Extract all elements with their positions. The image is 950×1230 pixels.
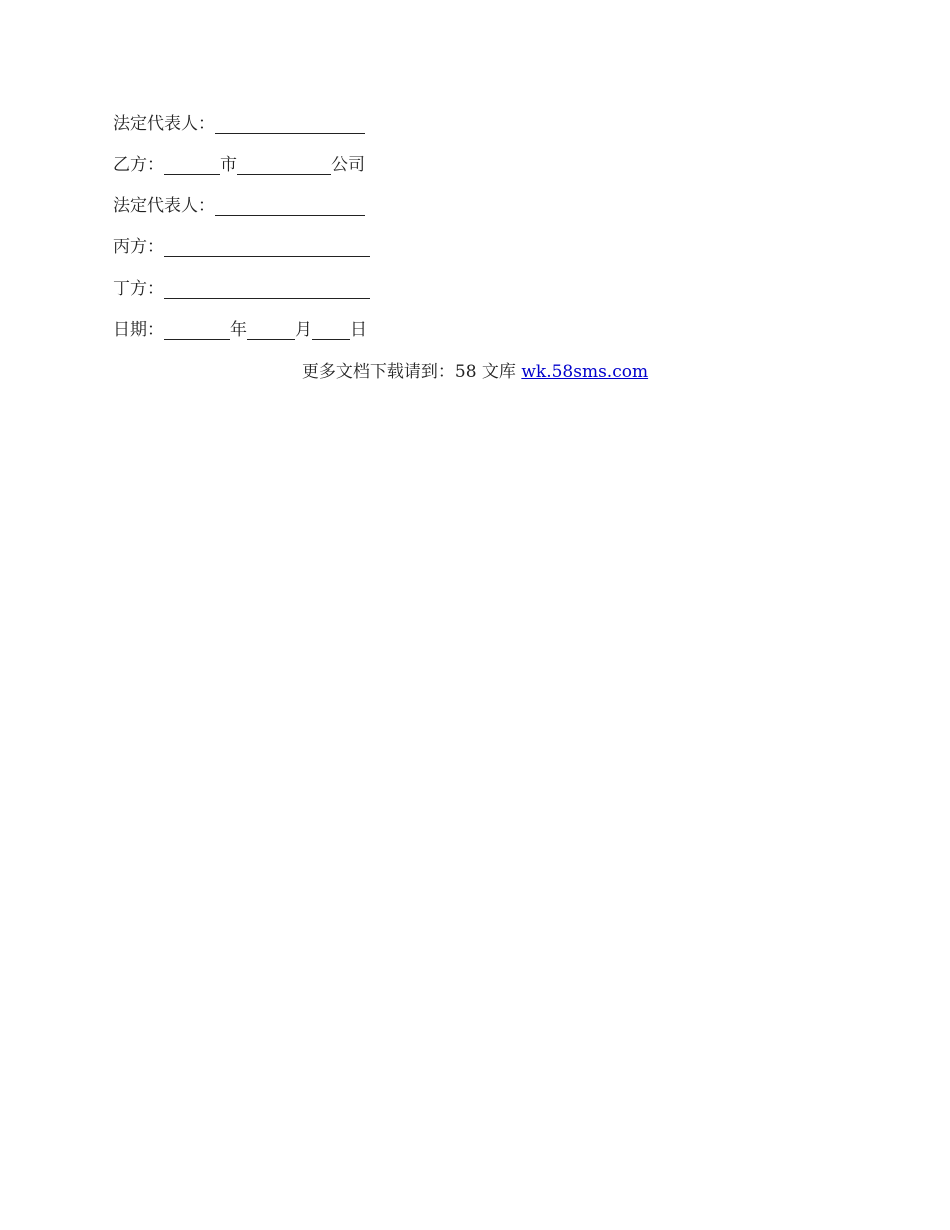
date-day-suffix: 日 xyxy=(350,320,367,340)
party-b-company-suffix: 公司 xyxy=(331,155,365,175)
date-line xyxy=(113,320,367,340)
party-c-line xyxy=(113,237,370,257)
legal-representative-line-2 xyxy=(113,196,365,216)
download-footer xyxy=(0,362,950,382)
legal-representative-label-2: 法定代表人： xyxy=(113,196,215,216)
party-b-line xyxy=(113,155,365,175)
date-label: 日期： xyxy=(113,320,164,340)
legal-representative-label-1: 法定代表人： xyxy=(113,114,215,134)
party-d-line xyxy=(113,279,370,299)
party-b-company-blank[interactable] xyxy=(237,158,331,175)
party-d-blank[interactable] xyxy=(164,282,370,299)
date-month-blank[interactable] xyxy=(247,323,295,340)
party-c-blank[interactable] xyxy=(164,240,370,257)
party-b-city-blank[interactable] xyxy=(164,158,220,175)
footer-link[interactable]: wk.58sms.com xyxy=(521,362,649,382)
legal-representative-blank-2[interactable] xyxy=(215,199,365,216)
footer-prefix: 更多文档下载请到：58 文库 xyxy=(301,362,522,382)
legal-representative-blank-1[interactable] xyxy=(215,117,365,134)
date-day-blank[interactable] xyxy=(312,323,350,340)
date-month-suffix: 月 xyxy=(295,320,312,340)
party-c-label: 丙方： xyxy=(113,237,164,257)
date-year-suffix: 年 xyxy=(230,320,247,340)
party-b-label: 乙方： xyxy=(113,155,164,175)
party-b-city-suffix: 市 xyxy=(220,155,237,175)
legal-representative-line-1 xyxy=(113,114,365,134)
date-year-blank[interactable] xyxy=(164,323,230,340)
party-d-label: 丁方： xyxy=(113,279,164,299)
